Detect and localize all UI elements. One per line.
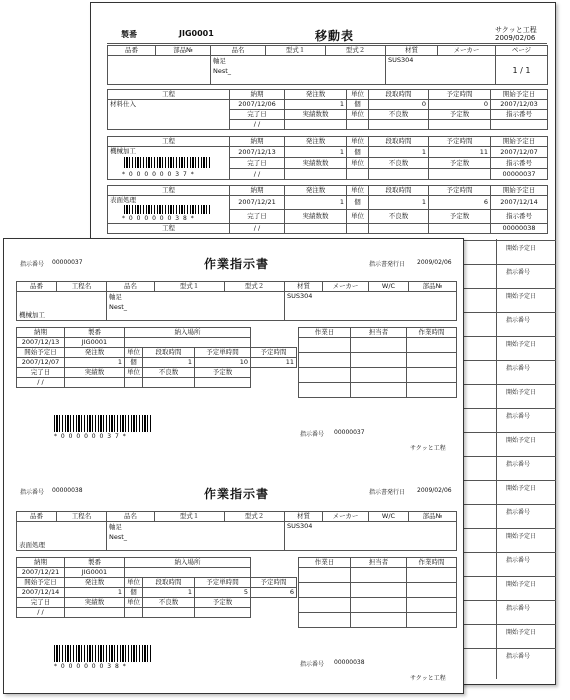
label-tani: 単位 xyxy=(347,110,369,120)
item-name-1: 軸足 xyxy=(109,293,122,301)
label-tani: 単位 xyxy=(347,137,369,147)
instruction-number: 00000038 xyxy=(491,224,548,234)
col-page: ページ xyxy=(496,46,548,56)
process-block-1 xyxy=(107,89,548,130)
side-column-rule xyxy=(461,360,556,361)
side-column-label: 開始予定日 xyxy=(506,485,537,492)
head-maker: メーカー xyxy=(323,282,369,292)
side-column-rule xyxy=(461,504,556,505)
setup-time: 1 xyxy=(143,358,195,368)
done-date: / / xyxy=(230,224,285,234)
due-date: 2007/12/06 xyxy=(230,100,285,110)
label-kanryo: 完了日 xyxy=(17,598,65,608)
order-num-label: 指示番号 xyxy=(20,489,45,496)
head-kata2: 型式２ xyxy=(225,282,285,292)
label-jisseki: 実績数数 xyxy=(285,110,347,120)
seiban-value: JIG0001 xyxy=(179,29,214,38)
side-column-label: 開始予定日 xyxy=(506,341,537,348)
unit: 個 xyxy=(347,100,369,110)
label-start: 開始予定日 xyxy=(17,578,65,588)
label-tani: 単位 xyxy=(125,368,143,378)
label-kanryo: 完了日 xyxy=(230,110,285,120)
label-sagyobi: 作業日 xyxy=(299,558,351,568)
side-column-label: 指示番号 xyxy=(506,461,531,468)
side-column-label: 指示番号 xyxy=(506,365,531,372)
material: SUS304 xyxy=(285,522,457,551)
label-dandori: 段取時間 xyxy=(143,578,195,588)
side-column-label: 指示番号 xyxy=(506,605,531,612)
side-column-label: 指示番号 xyxy=(506,413,531,420)
label-dandori: 段取時間 xyxy=(369,186,429,196)
label-dandori: 段取時間 xyxy=(369,90,429,100)
order-num: 00000037 xyxy=(52,259,83,266)
side-column-label: 開始予定日 xyxy=(506,245,537,252)
unit: 個 xyxy=(125,358,143,368)
label-start: 開始予定日 xyxy=(491,137,548,147)
order-qty: 1 xyxy=(65,588,125,598)
label-koutei: 工程 xyxy=(108,90,230,100)
instruction-number xyxy=(491,120,548,130)
due-date: 2007/12/21 xyxy=(230,196,285,210)
label-yoteisu: 予定数 xyxy=(429,210,491,224)
label-kanryo: 完了日 xyxy=(17,368,65,378)
item-name-2: Nest_ xyxy=(109,533,128,541)
head-kata1: 型式１ xyxy=(155,512,225,522)
seiban: JIG0001 xyxy=(65,338,125,348)
head-zaishitsu: 材質 xyxy=(285,512,323,522)
footer-num-label: 指示番号 xyxy=(300,431,325,438)
idou-title: 移動表 xyxy=(315,29,355,43)
process-name: 材料仕入 xyxy=(108,100,230,130)
side-column-label: 開始予定日 xyxy=(506,581,537,588)
label-seiban: 製番 xyxy=(65,328,125,338)
side-column-rule xyxy=(461,480,556,481)
side-column-rule xyxy=(461,312,556,313)
unit: 個 xyxy=(125,588,143,598)
label-hacchu: 発注数 xyxy=(65,348,125,358)
process-name: 表面処理 xyxy=(110,196,136,204)
side-column-rule xyxy=(461,288,556,289)
label-jisseki: 実績数 xyxy=(65,598,125,608)
label-koutei: 工程 xyxy=(108,137,230,147)
company-name: サクッと工程 xyxy=(495,26,537,34)
side-column-rule xyxy=(461,648,556,649)
item-name-2: Nest_ xyxy=(109,303,128,311)
side-column-label: 開始予定日 xyxy=(506,293,537,300)
barcode xyxy=(124,157,210,168)
due-date: 2007/12/13 xyxy=(17,338,65,348)
label-nouki: 納期 xyxy=(230,90,285,100)
label-tani: 単位 xyxy=(347,158,369,169)
work-order-sheet xyxy=(3,238,464,694)
item-name-2: Nest_ xyxy=(213,67,232,75)
label-nounyu: 納入場所 xyxy=(125,328,251,338)
barcode-text: * 0 0 0 0 0 0 3 7 * xyxy=(122,171,195,178)
label-tanjikan: 予定単時間 xyxy=(195,578,251,588)
side-column-rule xyxy=(461,456,556,457)
label-shiji: 指示番号 xyxy=(491,158,548,169)
issue-date: 2009/02/06 xyxy=(417,487,452,494)
label-yoteisu: 予定数 xyxy=(195,368,251,378)
side-column-rule xyxy=(461,528,556,529)
label-tantou: 担当者 xyxy=(351,558,407,568)
label-yotei: 予定時間 xyxy=(429,137,491,147)
side-column-label: 指示番号 xyxy=(506,509,531,516)
company-name: サクッと工程 xyxy=(410,675,446,682)
label-tani: 単位 xyxy=(125,598,143,608)
side-column-label: 指示番号 xyxy=(506,557,531,564)
done-date: / / xyxy=(230,169,285,180)
head-koutei: 工程名 xyxy=(57,282,107,292)
label-nouki: 納期 xyxy=(17,558,65,568)
head-hinmei: 品名 xyxy=(107,282,155,292)
col-hinmei: 品名 xyxy=(211,46,266,56)
side-column-rule xyxy=(461,240,556,241)
label-dandori: 段取時間 xyxy=(369,137,429,147)
side-column-label: 指示番号 xyxy=(506,269,531,276)
setup-time: 0 xyxy=(369,100,429,110)
work-log-table xyxy=(298,327,457,398)
page-value: 1 / 1 xyxy=(496,56,548,85)
start-date: 2007/12/14 xyxy=(491,196,548,210)
side-column-rule xyxy=(461,336,556,337)
side-column-rule xyxy=(461,264,556,265)
instruction-number: 00000037 xyxy=(491,169,548,180)
start-date: 2007/12/03 xyxy=(491,100,548,110)
col-maker: メーカー xyxy=(438,46,496,56)
item-name-1: 軸足 xyxy=(109,523,122,531)
plan-time: 6 xyxy=(429,196,491,210)
unit: 個 xyxy=(347,196,369,210)
item-table xyxy=(16,511,457,551)
head-zaishitsu: 材質 xyxy=(285,282,323,292)
setup-time: 1 xyxy=(143,588,195,598)
label-furyo: 不良数 xyxy=(143,368,195,378)
plan-time: 6 xyxy=(251,588,297,598)
plan-time: 11 xyxy=(429,147,491,158)
head-maker: メーカー xyxy=(323,512,369,522)
barcode xyxy=(54,645,152,662)
col-zaishitsu: 材質 xyxy=(386,46,438,56)
head-hinmei: 品名 xyxy=(107,512,155,522)
label-kanryo: 完了日 xyxy=(230,158,285,169)
order-qty: 1 xyxy=(285,100,347,110)
label-furyo: 不良数 xyxy=(369,110,429,120)
order-qty: 1 xyxy=(285,196,347,210)
side-column-label: 指示番号 xyxy=(506,653,531,660)
label-start: 開始予定日 xyxy=(491,186,548,196)
side-column-rule xyxy=(461,576,556,577)
side-column-rule xyxy=(461,552,556,553)
done-date: / / xyxy=(230,120,285,130)
label-nouki: 納期 xyxy=(230,137,285,147)
footer-num-label: 指示番号 xyxy=(300,661,325,668)
label-jisseki: 実績数 xyxy=(65,368,125,378)
issue-date-label: 指示書発行日 xyxy=(369,261,406,268)
barcode xyxy=(124,205,210,214)
side-column-rule xyxy=(461,432,556,433)
head-buhin: 部品№ xyxy=(409,282,457,292)
print-date: 2009/02/06 xyxy=(495,34,536,42)
side-column-label: 開始予定日 xyxy=(506,437,537,444)
label-koutei: 工程 xyxy=(108,186,230,196)
material: SUS304 xyxy=(285,292,457,321)
process-name: 機械加工 xyxy=(110,147,136,155)
head-koutei: 工程名 xyxy=(57,512,107,522)
col-kata1: 型式１ xyxy=(266,46,326,56)
label-tantou: 担当者 xyxy=(351,328,407,338)
label-shiji: 指示番号 xyxy=(491,210,548,224)
label-nounyu: 納入場所 xyxy=(125,558,251,568)
title-rule xyxy=(107,43,547,44)
side-column-rule xyxy=(461,408,556,409)
side-column-label: 指示番号 xyxy=(506,317,531,324)
done-date: / / xyxy=(17,378,65,388)
side-column-rule xyxy=(461,384,556,385)
label-tani: 単位 xyxy=(347,186,369,196)
done-date: / / xyxy=(17,608,65,618)
unit: 個 xyxy=(347,147,369,158)
issue-date: 2009/02/06 xyxy=(417,259,452,266)
work-order-title: 作業指示書 xyxy=(204,257,270,271)
start-date: 2007/12/14 xyxy=(17,588,65,598)
head-hinban: 品番 xyxy=(17,282,57,292)
work-order-1 xyxy=(4,239,465,467)
item-table xyxy=(16,281,457,321)
label-tani: 単位 xyxy=(347,90,369,100)
due-date: 2007/12/21 xyxy=(17,568,65,578)
work-order-title: 作業指示書 xyxy=(204,487,270,501)
barcode xyxy=(54,415,152,432)
head-wc: W/C xyxy=(369,282,409,292)
label-yoteisu: 予定数 xyxy=(195,598,251,608)
label-furyo: 不良数 xyxy=(369,158,429,169)
label-tani: 単位 xyxy=(125,348,143,358)
barcode-text: * 0 0 0 0 0 0 3 8 * xyxy=(122,215,195,222)
item-name-1: 軸足 xyxy=(213,57,226,65)
issue-date-label: 指示書発行日 xyxy=(369,489,406,496)
label-jisseki: 実績数数 xyxy=(285,158,347,169)
col-buhin: 部品№ xyxy=(156,46,211,56)
col-kata2: 型式２ xyxy=(326,46,386,56)
head-kata1: 型式１ xyxy=(155,282,225,292)
order-num-label: 指示番号 xyxy=(20,261,45,268)
label-hacchu: 発注数 xyxy=(285,137,347,147)
label-yoteisu: 予定数 xyxy=(429,158,491,169)
plan-time: 11 xyxy=(251,358,297,368)
head-kata2: 型式２ xyxy=(225,512,285,522)
label-sagyobi: 作業日 xyxy=(299,328,351,338)
head-hinban: 品番 xyxy=(17,512,57,522)
label-hacchu: 発注数 xyxy=(65,578,125,588)
side-column-rule xyxy=(461,600,556,601)
right-column-rule xyxy=(496,239,497,679)
start-date: 2007/12/07 xyxy=(17,358,65,368)
setup-time: 1 xyxy=(369,147,429,158)
side-column-rule xyxy=(461,624,556,625)
footer-num: 00000037 xyxy=(334,429,365,436)
process-cell xyxy=(108,147,230,180)
label-tani: 単位 xyxy=(125,578,143,588)
label-start: 開始予定日 xyxy=(491,90,548,100)
order-qty: 1 xyxy=(285,147,347,158)
material-value: SUS304 xyxy=(386,56,496,85)
label-shiji: 指示番号 xyxy=(491,110,548,120)
order-qty: 1 xyxy=(65,358,125,368)
label-tanjikan: 予定単時間 xyxy=(195,348,251,358)
label-koutei-next: 工程 xyxy=(108,224,230,234)
process-block-3 xyxy=(107,185,548,234)
head-wc: W/C xyxy=(369,512,409,522)
seiban-label: 製番 xyxy=(121,30,137,39)
label-sagyojikan: 作業時間 xyxy=(407,328,457,338)
order-num: 00000038 xyxy=(52,487,83,494)
item-header-table xyxy=(107,45,548,85)
label-nouki: 納期 xyxy=(17,328,65,338)
label-nouki: 納期 xyxy=(230,186,285,196)
process-cell xyxy=(108,196,230,224)
plan-time: 0 xyxy=(429,100,491,110)
barcode-text: * 0 0 0 0 0 0 3 7 * xyxy=(54,433,127,440)
unit-time: 5 xyxy=(195,588,251,598)
side-column-label: 開始予定日 xyxy=(506,533,537,540)
label-kanryo: 完了日 xyxy=(230,210,285,224)
label-dandori: 段取時間 xyxy=(143,348,195,358)
order-detail-table xyxy=(16,557,297,618)
process-name: 機械加工 xyxy=(17,292,107,321)
label-hacchu: 発注数 xyxy=(285,90,347,100)
due-date: 2007/12/13 xyxy=(230,147,285,158)
label-jisseki: 実績数数 xyxy=(285,210,347,224)
company-name: サクッと工程 xyxy=(410,445,446,452)
process-block-2 xyxy=(107,136,548,180)
label-yotei: 予定時間 xyxy=(251,348,297,358)
start-date: 2007/12/07 xyxy=(491,147,548,158)
label-yotei: 予定時間 xyxy=(429,186,491,196)
label-yotei: 予定時間 xyxy=(429,90,491,100)
label-furyo: 不良数 xyxy=(369,210,429,224)
label-yotei: 予定時間 xyxy=(251,578,297,588)
work-log-table xyxy=(298,557,457,628)
side-column-label: 開始予定日 xyxy=(506,389,537,396)
setup-time: 1 xyxy=(369,196,429,210)
side-column-label: 開始予定日 xyxy=(506,629,537,636)
col-hinban: 品番 xyxy=(108,46,156,56)
label-sagyojikan: 作業時間 xyxy=(407,558,457,568)
label-tani: 単位 xyxy=(347,210,369,224)
label-hacchu: 発注数 xyxy=(285,186,347,196)
process-name: 表面処理 xyxy=(17,522,107,551)
label-seiban: 製番 xyxy=(65,558,125,568)
work-order-2 xyxy=(4,465,465,693)
seiban: JIG0001 xyxy=(65,568,125,578)
unit-time: 10 xyxy=(195,358,251,368)
head-buhin: 部品№ xyxy=(409,512,457,522)
label-start: 開始予定日 xyxy=(17,348,65,358)
order-detail-table xyxy=(16,327,297,388)
label-furyo: 不良数 xyxy=(143,598,195,608)
footer-num: 00000038 xyxy=(334,659,365,666)
barcode-text: * 0 0 0 0 0 0 3 8 * xyxy=(54,663,127,670)
label-yoteisu: 予定数 xyxy=(429,110,491,120)
